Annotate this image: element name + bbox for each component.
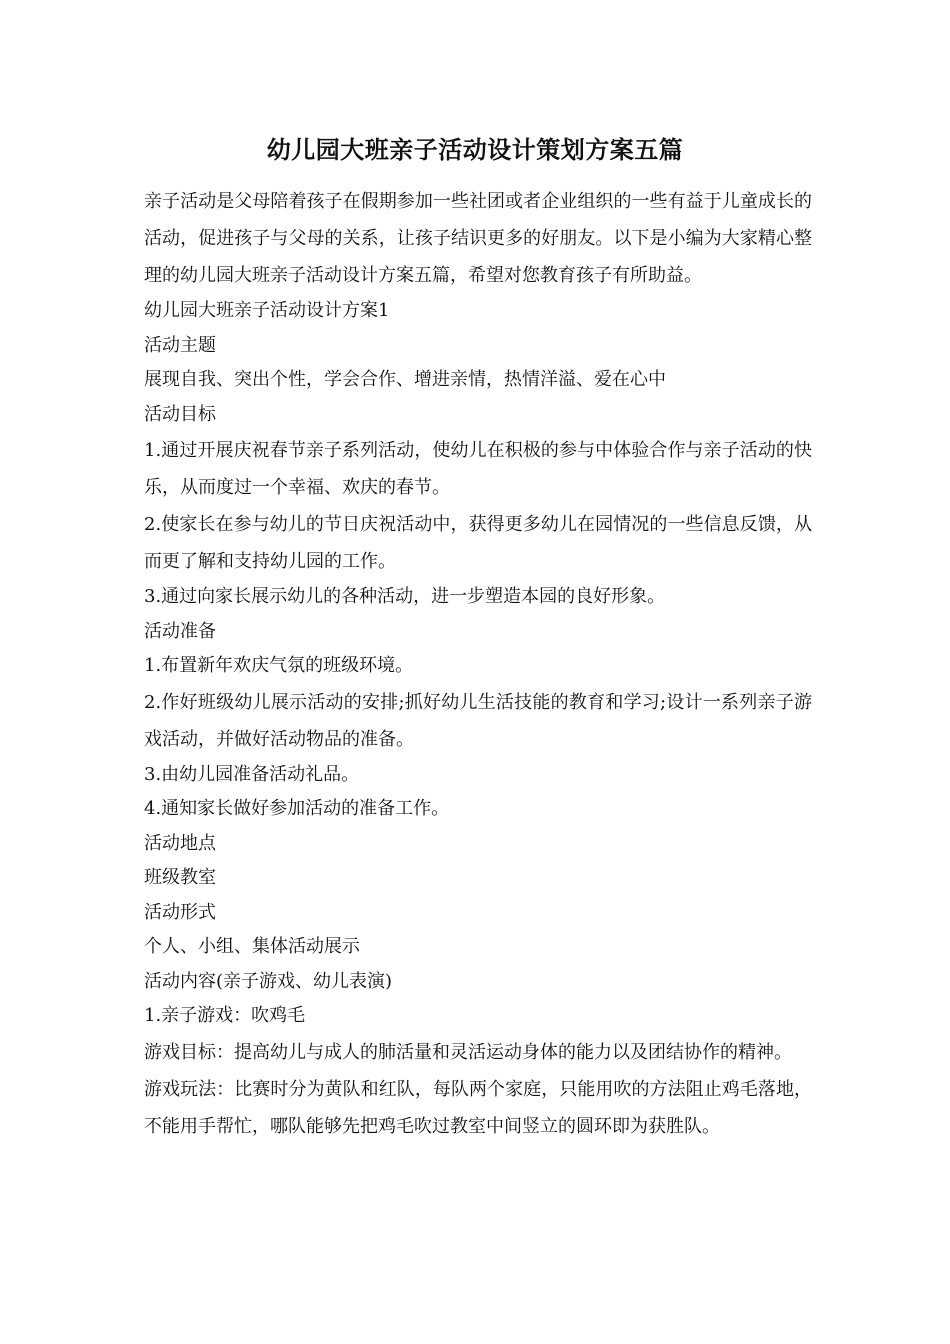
section-heading-plan-1: 幼儿园大班亲子活动设计方案1 xyxy=(144,300,390,321)
paragraph-game-rules: 游戏玩法：比赛时分为黄队和红队，每队两个家庭，只能用吹的方法阻止鸡毛落地，不能用手帮忙，哪队能够先把鸡毛吹过教室中间竖立的圆环即为获胜队。 xyxy=(144,1078,812,1137)
document-body xyxy=(144,183,812,1145)
paragraph-goal-1: 1.通过开展庆祝春节亲子系列活动，使幼儿在积极的参与中体验合作与亲子活动的快乐，从而度过一个幸福、欢庆的春节。 xyxy=(144,440,812,498)
document-title: 幼儿园大班亲子活动设计策划方案五篇 xyxy=(266,135,684,164)
paragraph-goal-3: 3.通过向家长展示幼儿的各种活动，进一步塑造本园的良好形象。 xyxy=(144,586,666,607)
paragraph-goal-2: 2.使家长在参与幼儿的节日庆祝活动中，获得更多幼儿在园情况的一些信息反馈，从而更了解和支持幼儿园的工作。 xyxy=(144,514,812,572)
subheading-location: 活动地点 xyxy=(144,832,216,854)
paragraph-game-goal: 游戏目标：提高幼儿与成人的肺活量和灵活运动身体的能力以及团结协作的精神。 xyxy=(144,1041,792,1063)
paragraph-game-1: 1.亲子游戏：吹鸡毛 xyxy=(144,1005,306,1026)
paragraph-prep-4: 4.通知家长做好参加活动的准备工作。 xyxy=(144,798,450,819)
paragraph-theme: 展现自我、突出个性，学会合作、增进亲情，热情洋溢、爱在心中 xyxy=(144,369,666,390)
paragraph-format: 个人、小组、集体活动展示 xyxy=(144,936,360,957)
paragraph-prep-3: 3.由幼儿园准备活动礼品。 xyxy=(144,763,360,785)
paragraph-prep-2: 2.作好班级幼儿展示活动的安排;抓好幼儿生活技能的教育和学习;设计一系列亲子游戏活动，并做好活动物品的准备。 xyxy=(144,691,812,750)
intro-paragraph: 亲子活动是父母陪着孩子在假期参加一些社团或者企业组织的一些有益于儿童成长的活动，促进孩子与父母的关系，让孩子结识更多的好朋友。以下是小编为大家精心整理的幼儿园大班亲子活动设计方案五篇，希望对您教育孩子有所助益。 xyxy=(144,191,812,286)
subheading-goals: 活动目标 xyxy=(144,403,216,425)
paragraph-location: 班级教室 xyxy=(144,867,216,888)
subheading-preparation: 活动准备 xyxy=(144,620,216,642)
paragraph-prep-1: 1.布置新年欢庆气氛的班级环境。 xyxy=(144,655,414,676)
subheading-format: 活动形式 xyxy=(144,901,216,923)
subheading-content: 活动内容(亲子游戏、幼儿表演) xyxy=(144,970,393,992)
subheading-theme: 活动主题 xyxy=(144,334,216,356)
